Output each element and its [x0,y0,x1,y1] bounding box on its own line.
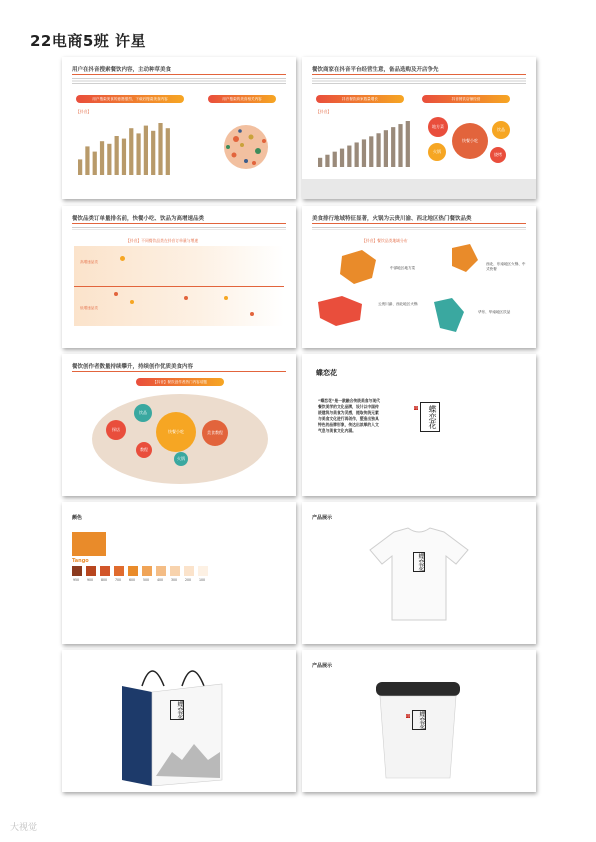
slide-regional[interactable] [302,206,536,348]
word-cloud [206,117,286,177]
slide-bag[interactable] [62,650,296,792]
color-swatch [170,566,180,576]
region-label: 云贵川渝、西北地区火锅 [378,302,418,306]
bubble: 探店 [106,420,126,440]
pill-label: 抖音餐饮店铺经营 [422,95,510,103]
color-swatch [86,566,96,576]
slide-title: 餐饮商家在抖音平台经营生意，备品选购及开店争先 [312,67,439,73]
slide-category-ranking[interactable] [62,206,296,348]
bar-chart [314,115,414,170]
bar [376,133,380,167]
slide-title: 用户在抖音搜索餐饮内容，主动种草美食 [72,67,172,73]
bubble: 美食教程 [202,420,228,446]
title-rule [312,74,526,75]
bubble: 烧烤 [490,147,506,163]
chart-tag: 【抖音】不同餐饮品类在抖音订单量与增速 [126,238,199,243]
body-text [312,78,526,84]
seal-stamp: 印 [406,714,410,718]
bar [325,155,329,167]
swatch-label: 100 [199,578,206,582]
pill-label: 用户搜索美食的意愿强烈，下载后搜索美食内容 [76,95,184,103]
swatch-label: 950 [73,578,80,582]
watermark: 大视觉 [10,823,38,833]
bubble: 快餐小吃 [452,123,488,159]
bar [115,136,119,175]
slide-title: 餐饮创作者数量持续攀升，持续创作优质美食内容 [72,364,194,370]
data-point [114,292,118,296]
bubble: 快餐小吃 [156,412,196,452]
bubble: 饮品 [492,121,510,139]
bar [122,139,126,175]
bar [391,127,395,167]
bar [369,136,373,167]
swatch-label: 600 [129,578,136,582]
bar [100,141,104,175]
axis-label: 低增速品类 [80,306,98,310]
bar [384,130,388,167]
swatch-label: 400 [157,578,164,582]
color-swatch [128,566,138,576]
pill-label: 抖音餐饮商家数量增长 [316,95,404,103]
data-point [120,256,125,261]
title-rule [72,223,286,224]
bar [151,131,155,175]
slide-creators[interactable] [62,354,296,496]
bar [355,142,359,167]
region-label: 华东、华南地区饮品 [478,310,511,314]
bar [129,128,133,175]
title-rule [312,223,526,224]
axis-line [74,286,284,287]
bubble: 教程 [136,442,152,458]
pill-label: 用户搜索的美食相关内容 [208,95,276,103]
swatch-label: 900 [87,578,94,582]
bar [398,124,402,167]
bar [340,149,344,167]
shirt-logo: 蝶恋花 [413,552,425,572]
color-swatch [100,566,110,576]
bag-logo: 蝶恋花 [170,700,184,720]
cup-logo: 蝶恋花 [412,710,426,730]
body-text [72,78,286,84]
slide-cup[interactable] [302,650,536,792]
bar [333,152,337,167]
seal-stamp: 印 [414,406,418,410]
chart-tag: 【抖音】餐饮品类地域分布 [362,238,408,243]
bubble: 饮品 [134,404,152,422]
data-point [130,300,134,304]
slide-title: 美食排行地域特征显著，火锅为云贵川渝、西北地区热门餐饮品类 [312,216,472,222]
swatch-label: 300 [171,578,178,582]
pill-label: 【抖音】餐饮创作者热门内容话题 [136,378,224,386]
bar [158,123,162,175]
swatch-label: 700 [115,578,122,582]
bar [85,146,89,175]
page-title: 22电商5班 许星 [30,32,147,50]
bubble: 火锅 [174,452,188,466]
swatch-label: 500 [143,578,150,582]
primary-swatch [72,532,106,556]
scatter-plot [74,246,284,326]
slide-user-search[interactable] [62,57,296,199]
bubble: 地方菜 [428,117,448,137]
primary-color-name: Tango [72,558,89,564]
bar [136,133,140,175]
bar [406,121,410,167]
bar [166,128,170,175]
swatch-row [72,566,292,596]
bar [107,144,111,175]
axis-label: 高增速品类 [80,260,98,264]
brand-logo: 蝶恋花 [420,402,440,432]
tshirt-image [364,524,474,624]
region-maps [302,238,536,348]
swatch-label: 200 [185,578,192,582]
body-text [312,227,526,230]
chart-tag: 【抖音】 [76,109,92,114]
color-heading: 颜色 [72,515,83,521]
product-heading: 产品展示 [312,515,333,521]
color-swatch [114,566,124,576]
bar [362,139,366,167]
bar [93,152,97,175]
color-swatch [184,566,194,576]
data-point [224,296,228,300]
slide-brand[interactable] [302,354,536,496]
bubble: 火锅 [428,143,446,161]
bar [144,126,148,175]
slide-merchant-growth[interactable] [302,57,536,199]
brand-description: “蝶恋花”是一款融合传统美食与现代餐饮美学的文化品牌，设计以中国传统建筑与美食为灵感，提取传统元素与美食文化进行再创作，塑造出独具特色的品牌形象，传达出浓厚的人文气息与美食文化内涵。 [318,398,380,433]
slide-color[interactable] [62,502,296,644]
color-swatch [142,566,152,576]
data-point [184,296,188,300]
color-swatch [156,566,166,576]
bar [347,146,351,167]
bar-chart [74,117,184,177]
color-swatch [198,566,208,576]
bar [318,158,322,167]
title-rule [72,371,286,372]
region-label: 中部地区地方菜 [390,266,416,270]
body-text [72,227,286,230]
brand-heading: 蝶恋花 [316,369,337,377]
slide-title: 餐饮品类订单量排名前，快餐小吃、饮品为高增速品类 [72,216,205,222]
region-label: 西北、东南地区火锅、中式快餐 [486,262,526,271]
bag-image [112,656,242,786]
bar [78,159,82,175]
product-heading: 产品展示 [312,663,333,669]
data-point [250,312,254,316]
color-swatch [72,566,82,576]
chart-tag: 【抖音】 [316,109,332,114]
slide-tshirt[interactable] [302,502,536,644]
title-rule [72,74,286,75]
swatch-label: 800 [101,578,108,582]
footer-band [302,179,536,199]
